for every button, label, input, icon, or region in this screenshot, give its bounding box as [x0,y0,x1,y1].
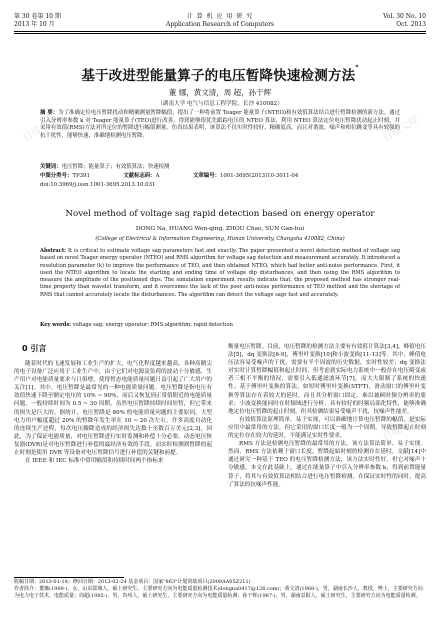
article-no-label: 文章编号： [193,173,220,179]
watermark-1: 百度文库 [20,114,62,144]
title-text: 基于改进型能量算子的电压暂降快速检测方法 [81,68,356,84]
keywords-en [40,322,400,330]
footnote-dates-funding: 收稿日期：2013-01-18；修回日期：2013-02-24 基金项目：国家"863"计划资助项目(2008AA05Z211) [14,579,251,585]
header-left [14,13,61,29]
body-paragraph: 有效值算法原理简单、易于实现，可以准确地计算电压暂降的幅值，是实际应用中最常用的方法。但它采用的窗口长度一般为一个周期，导致暂降起止时刻的定位存在较大的延时，不能满足实时性要求。 [228,416,426,440]
date-cn: 2013 年 10 月 [14,21,55,28]
article-no-value: 1001-3695(2013)10-3011-04 [219,173,299,179]
affiliation-cn: （湖南大学 电气与信息工程学院，长沙 410082） [157,101,283,107]
abstract-cn-label: 摘 要： [40,110,59,116]
body-column-left [14,360,212,465]
paper-title-en: Novel method of voltage sag rapid detection based on energy operator [65,209,375,219]
keywords-en-text: voltage sag; energy operator; RMS algorithm; rapid detection [72,322,233,328]
authors-en: DONG Na, HUANG Wen-qing, ZHOU Chao, SUN Gan-hui [135,226,305,232]
footnote [14,579,426,600]
header-right [383,13,426,29]
footnote-rule [14,577,124,578]
header-center [120,13,320,29]
footnote-author-bios: 作者简介：董娜(1989-)，女，山东郓城人，硕士研究生，主要研究方向为电能质量检测技术(dongna0417@126.com)；黄文清(1968-)，男，湖南长沙人，教授，博士，主要研究方向为电力电子技术、电能质量；周超(1985-)，男，贵州人，硕士研究生，主要研究方向为电能质量检测；孙干辉(1987-)，男，湖南益阳人，硕士研究生，主要研究方向为电能质量检测。 [14,586,423,599]
section-heading-introduction: 0 引言 [22,344,47,353]
volume-issue-cn: 第 30 卷第 10 期 [14,13,61,20]
watermark-3: 百度文库 [20,414,62,444]
date-en: Oct. 2013 [396,21,426,28]
journal-name-en: Application Research of Computers [165,21,275,28]
keywords-cn-label: 关键词： [40,164,62,170]
title-footnote-mark: * [355,64,359,71]
abstract-cn [40,110,400,140]
doi-line: doi:10.3969/j.issn.1001-3695.2013.10.031 [40,182,156,188]
abstract-en-label: Abstract: [40,248,67,254]
abstract-en [40,248,400,299]
classification-line [40,173,400,181]
abstract-cn-text: 为了准确定位电压暂降扰动和精确测量暂降幅值，提出了一种将前置 Teager 能量算子(NTEO)和有效值算法结合进行暂降检测的新方法。通过引入分辨率参数 k 对 Teager 能量算子(TEO)进行改善，得到能够很优先跟踪电压的 NTEO 算法，利用 NTEO 算法定位电压暂降扰动起止时刻，并采用有效值(RMS)方法对所定位的暂降进行幅值测量。仿真结果表明，该算法不仅实时性较好、精确度高，而且对谐波、噪声和相位跳变等具有较强的抗干扰性，能够快速、准确地检测电压暂降。 [40,110,400,139]
body-paragraph: 衡量电压暂降。目前，电压暂降的检测方法主要有有效值计算法[3,4]，峰值电压法[5]，dq 变换法[6-9]，傅里叶变换[10]和小波变换[11-13]等。其中，峰值电压法容易受噪声的干扰，需要有半个周波的历史数据，实时性较差；dq 变换法对实时计算暂降幅值和起止时间，但考虑到实际电力系统中一般存在电压畸变或者三相不平衡的情况，需要引入低通滤波环节[7]，而大大限制了系统的快速性；基于傅里叶变换的算法，如短时傅里叶变换(STFT)，滑动窗口的傅里叶变换等算法存在着较大的延时，而且其分析窗口固定，难以兼顾时频分辨率的要求；小波变换能同时在时频域进行分析，具有较好的时频局部化特性，能够准确地定位电压暂降的起止时刻，但其检测结果易受噪声干扰，抗噪声性能差。 [228,344,426,415]
clc-value: TP391 [72,173,90,179]
watermark-2: 百度文库 [380,114,422,144]
doc-code-label: 文献标志码： [123,173,156,179]
clc-label: 中图分类号： [40,173,73,179]
doc-code-value: A [155,173,160,179]
body-paragraph: 随着时代的飞速发展和工业生产的扩大，电气化程度越来越高，各种高精尖的电子设备广泛应用于工业生产中，由于它们对电源及负荷的波动十分敏感，生产用户对电能质量要求与日俱增，使得暂态电能质量问题日益引起了广大用户的关注[1]。其中，电压暂降是最常见的一种电能质量问题。电压暂降是指电压有效值快速下降至额定电压的 10% ~ 90%，而后又恢复到正常值附近的电能质量问题。一般持续时间为 0.5 ~ 30 周期。虽然电压暂降持续时间短暂，但它带来的损失是巨大的。据统计，电压暂降是 80% 的电能质量问题的主要原因，大型电力用户幅度超过 20% 的暂降年发生率在 10 ~ 20 次左右，许多高度自动化的连续生产过程，每次电压骤降造成的经济损失达数十至数百万美元[2,3]。因此，为了保证电能质量，对电压暂降进行实时监测和补偿十分必要。动态电压恢复器(DVR)是对电压暂降进行补偿的最经济有效的手段，而实时检测到暂降的起止时刻是使用 DVR 等设备对电压暂降信号进行补偿的关键和前提。 [14,361,212,457]
volume-issue-en: Vol. 30 No. 10 [383,13,426,20]
keywords-en-label: Key words: [40,322,72,328]
header-rule-thin [14,33,426,34]
keywords-cn [40,164,400,172]
journal-name-cn: 计 算 机 应 用 研 究 [186,13,254,20]
authors-cn: 董 娜，黄文清，周 超，孙干辉 [168,88,272,97]
keywords-cn-text: 电压暂降；能量算子；有效值算法；快速检测 [61,164,170,170]
body-paragraph: RMS 方法是检测电压暂降的最常用的方法。该方法算法简单、易于实现。然而，RMS 方法依赖于窗口长度，暂降起始时刻的检测存在延时。文献[14]中通过研究一种基于 TEO 的电压暂降检测方法，该方法实时性好，但它对噪声十分敏感。本文在此基础上，通过在能量算子中引入分辨率参数 k，得到前置能量算子，将其与有效值算法相结合进行电压暂降检测，在保证实时性的同时，提高了算法的抗噪声性能。 [228,441,426,488]
affiliation-en: (College of Electrical & Information Engineering, Hunan University, Changsha 410082, China) [95,236,345,242]
watermark-4: 百度文库 [380,414,422,444]
paper-title-cn [0,64,440,84]
abstract-en-text: It is critical to estimate voltage sag parameters fast and exactly. The paper presented a novel detection method of voltage sag based on novel Teager energy operator (NTEO) and RMS algorithm for voltage sag detection and measurement accurately. It introduced a resolution parameter (k) to improve the performance of TEO, and then obtained NTEO, which had better anti-noise performance. First, it used the NTEO algorithm to locate the starting and ending time of voltage dip disturbances, and then using the RMS algorithm to measure the amplitude of the positioned dips. The simulation experiment results indicate that, the proposed method has stronger real-time property than wavelet transform, and it overcomes the lack of the poor anti-noise performance of TEO method and the shortage of RMS that cannot accurately locate the disturbances. The algorithm can detect the voltage sags fast and accurately. [40,248,401,298]
body-paragraph: 在 IEEE 和 IEC 标准中常用幅值和持续时间两个指标来 [25,458,164,465]
body-column-right [228,343,426,489]
header-rule [14,31,426,32]
